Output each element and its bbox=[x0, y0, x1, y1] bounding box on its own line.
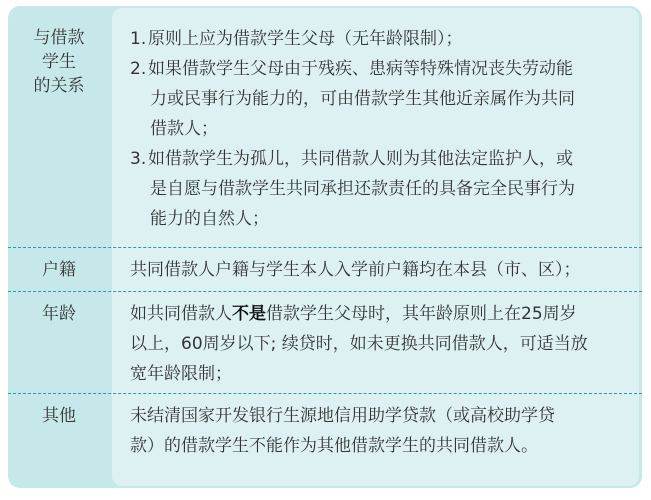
other-text bbox=[130, 401, 555, 461]
list-item bbox=[130, 24, 575, 54]
label-line: 与借款 bbox=[33, 28, 85, 48]
row-label-relationship bbox=[8, 26, 110, 98]
list-item bbox=[130, 54, 575, 84]
item-text-cont: 借款人； bbox=[150, 119, 218, 139]
row-label-household: 户籍 bbox=[42, 260, 76, 280]
row-divider bbox=[8, 291, 642, 292]
item-text-cont: 能力的自然人； bbox=[150, 209, 269, 229]
item-text-cont: 力或民事行为能力的，可由借款学生其他近亲属作为共同 bbox=[150, 89, 575, 109]
emphasis-not: 不是 bbox=[232, 304, 266, 324]
age-suffix: 借款学生父母时，其年龄原则上在25周岁 bbox=[266, 304, 577, 324]
relationship-list bbox=[130, 24, 575, 234]
item-text: 如借款学生为孤儿，共同借款人则为其他法定监护人，或 bbox=[148, 149, 573, 169]
household-text: 共同借款人户籍与学生本人入学前户籍均在本县（市、区）； bbox=[130, 260, 581, 280]
row-divider bbox=[8, 247, 642, 248]
row-label-other: 其他 bbox=[42, 406, 76, 426]
age-prefix: 如共同借款人 bbox=[130, 304, 232, 324]
age-line: 宽年龄限制； bbox=[130, 364, 232, 384]
age-line: 以上，60周岁以下; 续贷时，如未更换共同借款人，可适当放 bbox=[130, 334, 588, 354]
other-line: 未结清国家开发银行生源地信用助学贷款（或高校助学贷 bbox=[130, 406, 555, 426]
item-text: 原则上应为借款学生父母（无年龄限制）； bbox=[148, 29, 463, 49]
item-number: 2. bbox=[130, 59, 147, 79]
other-line: 款）的借款学生不能作为其他借款学生的共同借款人。 bbox=[130, 436, 538, 456]
item-number: 1. bbox=[130, 29, 147, 49]
age-text bbox=[130, 299, 588, 389]
row-label-age: 年龄 bbox=[42, 304, 76, 324]
requirements-table bbox=[8, 6, 642, 488]
label-line: 的关系 bbox=[33, 76, 85, 96]
label-line: 学生 bbox=[42, 52, 76, 72]
item-number: 3. bbox=[130, 149, 147, 169]
list-item bbox=[130, 144, 575, 174]
item-text: 如果借款学生父母由于残疾、患病等特殊情况丧失劳动能 bbox=[148, 59, 573, 79]
age-line bbox=[130, 299, 588, 329]
item-text-cont: 是自愿与借款学生共同承担还款责任的具备完全民事行为 bbox=[150, 179, 575, 199]
row-divider bbox=[8, 393, 642, 394]
